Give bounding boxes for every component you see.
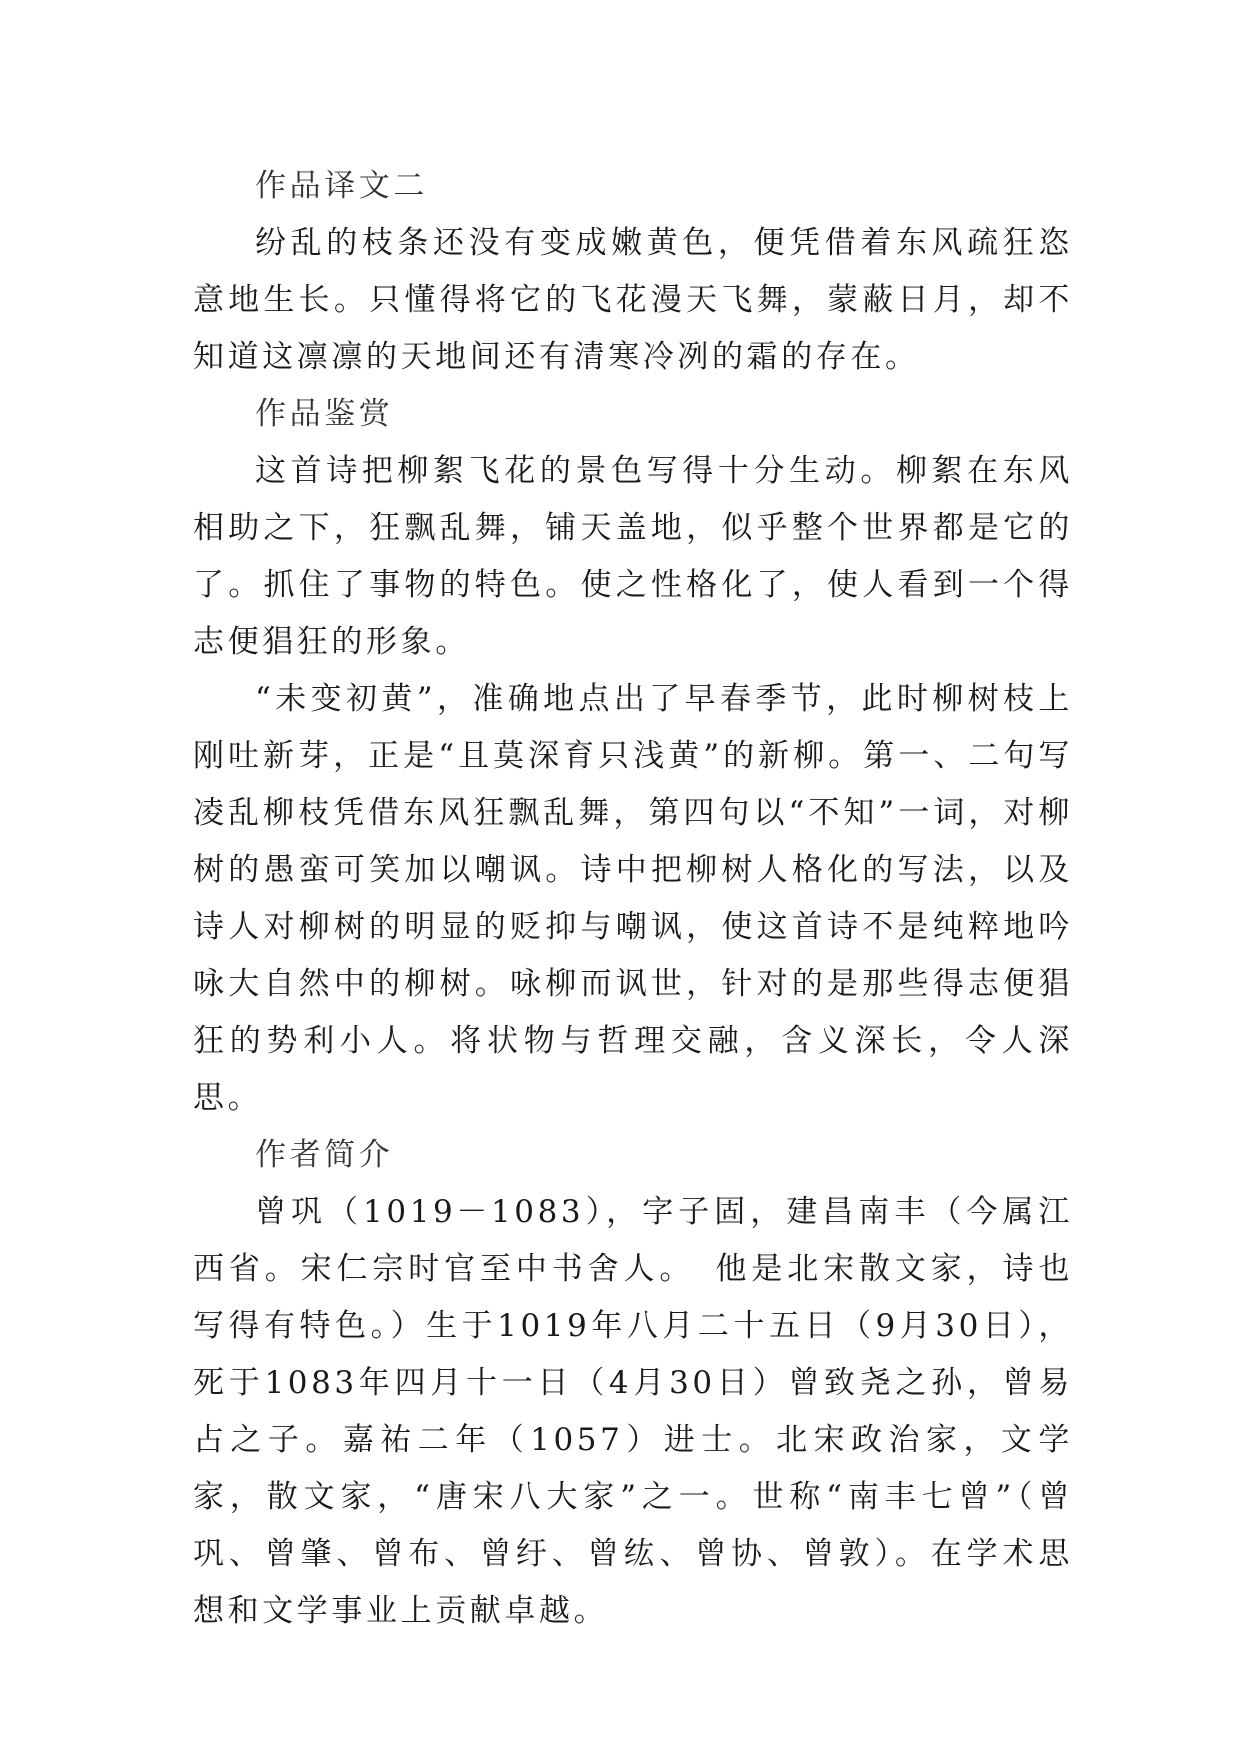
author-paragraph: 曾巩（1019－1083），字子固，建昌南丰（今属江西省。宋仁宗时官至中书舍人。 他是北宋散文家，诗也写得有特色。）生于1019年八月二十五日（9月30日），死于1083年四月十一日（4月30日）曾致尧之孙，曾易占之子。嘉祐二年（1057）进士。北宋政治家，文学家，散文家，“唐宋八大家”之一。世称“南丰七曾”（曾巩、曾肇、曾布、曾纡、曾纮、曾协、曾敦）。在学术思想和文学事业上贡献卓越。 [193,1194,1073,1629]
appreciation-paragraph-1: 这首诗把柳絮飞花的景色写得十分生动。柳絮在东风相助之下，狂飘乱舞，铺天盖地，似乎整个世界都是它的了。抓住了事物的特色。使之性格化了，使人看到一个得志便猖狂的形象。 [193,453,1073,660]
section-heading-appreciation: 作品鉴赏 [255,396,394,432]
document-body [193,158,1073,1640]
section-heading-author: 作者简介 [255,1137,394,1173]
translation-paragraph: 纷乱的枝条还没有变成嫩黄色，便凭借着东风疏狂恣意地生长。只懂得将它的飞花漫天飞舞，蒙蔽日月，却不知道这凛凛的天地间还有清寒冷冽的霜的存在。 [193,225,1073,375]
section-heading-translation: 作品译文二 [255,168,428,204]
appreciation-paragraph-2: “未变初黄”，准确地点出了早春季节，此时柳树枝上刚吐新芽，正是“且莫深育只浅黄”的新柳。第一、二句写凌乱柳枝凭借东风狂飘乱舞，第四句以“不知”一词，对柳树的愚蛮可笑加以嘲讽。诗中把柳树人格化的写法，以及诗人对柳树的明显的贬抑与嘲讽，使这首诗不是纯粹地吟咏大自然中的柳树。咏柳而讽世，针对的是那些得志便猖狂的势利小人。将状物与哲理交融，含义深长，令人深思。 [193,681,1073,1116]
